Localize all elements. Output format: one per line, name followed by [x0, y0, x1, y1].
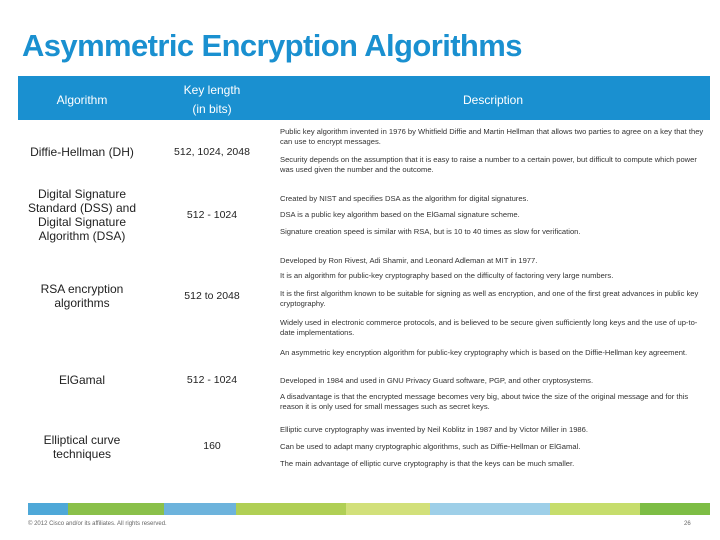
description-line: Created by NIST and specifies DSA as the algorithm for digital signatures.	[280, 194, 529, 203]
description-line: It is an algorithm for public-key cryptography based on the difficulty of factoring very large numbers.	[280, 271, 614, 280]
key-length-value: 512 - 1024	[186, 209, 238, 221]
key-length-value: 512 to 2048	[184, 290, 240, 302]
table-row	[18, 246, 710, 346]
color-bar-segment	[236, 503, 346, 515]
table-row	[18, 120, 710, 183]
algorithm-name: Digital Signature Standard (DSS) and Digital Signature Algorithm (DSA)	[27, 187, 137, 243]
color-bar-segment	[346, 503, 430, 515]
description-line: Elliptic curve cryptography was invented by Neil Koblitz in 1987 and by Victor Miller in 1986.	[280, 425, 588, 434]
description-line: Security depends on the assumption that it is easy to raise a number to a certain power, but difficult to compute which power was used given the number and the outcome.	[280, 155, 697, 174]
algorithm-name: Elliptical curve techniques	[43, 433, 121, 461]
color-bar-segment	[640, 503, 710, 515]
header-key-length: Key length	[183, 83, 241, 97]
description-line: Can be used to adapt many cryptographic algorithms, such as Diffie-Hellman or ElGamal.	[280, 442, 581, 451]
copyright-text: © 2012 Cisco and/or its affiliates. All rights reserved.	[28, 521, 167, 527]
description-line: Developed by Ron Rivest, Adi Shamir, and Leonard Adleman at MIT in 1977.	[280, 256, 538, 265]
slide-title: Asymmetric Encryption Algorithms	[22, 28, 522, 63]
key-length-value: 160	[203, 440, 221, 452]
header-description: Description	[462, 93, 524, 107]
table-row	[18, 182, 710, 247]
color-bar-segment	[430, 503, 550, 515]
algorithm-name: Diffie-Hellman (DH)	[30, 145, 134, 159]
color-bar-segment	[164, 503, 236, 515]
description-line: A disadvantage is that the encrypted message becomes very big, about twice the size of the original message and for this reason it is only used for small messages such as secret keys.	[280, 392, 689, 411]
description-line: Public key algorithm invented in 1976 by Whitfield Diffie and Martin Hellman that allows two parties to agree on a key that they can use to encrypt messages.	[280, 127, 704, 146]
key-length-value: 512, 1024, 2048	[174, 146, 250, 158]
description-line: Signature creation speed is similar with RSA, but is 10 to 40 times as slow for verification.	[280, 227, 581, 236]
color-bar-segment	[28, 503, 68, 515]
color-bar-segment	[68, 503, 164, 515]
page-number: 26	[684, 521, 691, 527]
description-line: Developed in 1984 and used in GNU Privacy Guard software, PGP, and other cryptosystems.	[280, 376, 594, 385]
table-header	[18, 76, 710, 120]
table-row	[18, 345, 710, 418]
header-key-length-unit: (in bits)	[192, 102, 232, 116]
algorithm-name: ElGamal	[58, 373, 105, 387]
key-length-value: 512 - 1024	[186, 374, 238, 386]
description-line: Widely used in electronic commerce protocols, and is believed to be secure given sufficiently long keys and the use of up-to-date implementations.	[280, 318, 698, 337]
description-line: It is the first algorithm known to be suitable for signing as well as encryption, and one of the first great advances in public key cryptography.	[280, 289, 699, 308]
algorithm-name: RSA encryption algorithms	[40, 282, 124, 310]
description-line: DSA is a public key algorithm based on the ElGamal signature scheme.	[280, 210, 520, 219]
description-line: An asymmetric key encryption algorithm for public-key cryptography which is based on the Diffie-Hellman key agreement.	[280, 348, 688, 357]
table-row	[18, 417, 710, 481]
header-algorithm: Algorithm	[56, 93, 108, 107]
color-bar-segment	[550, 503, 640, 515]
description-line: The main advantage of elliptic curve cryptography is that the keys can be much smaller.	[280, 459, 575, 468]
